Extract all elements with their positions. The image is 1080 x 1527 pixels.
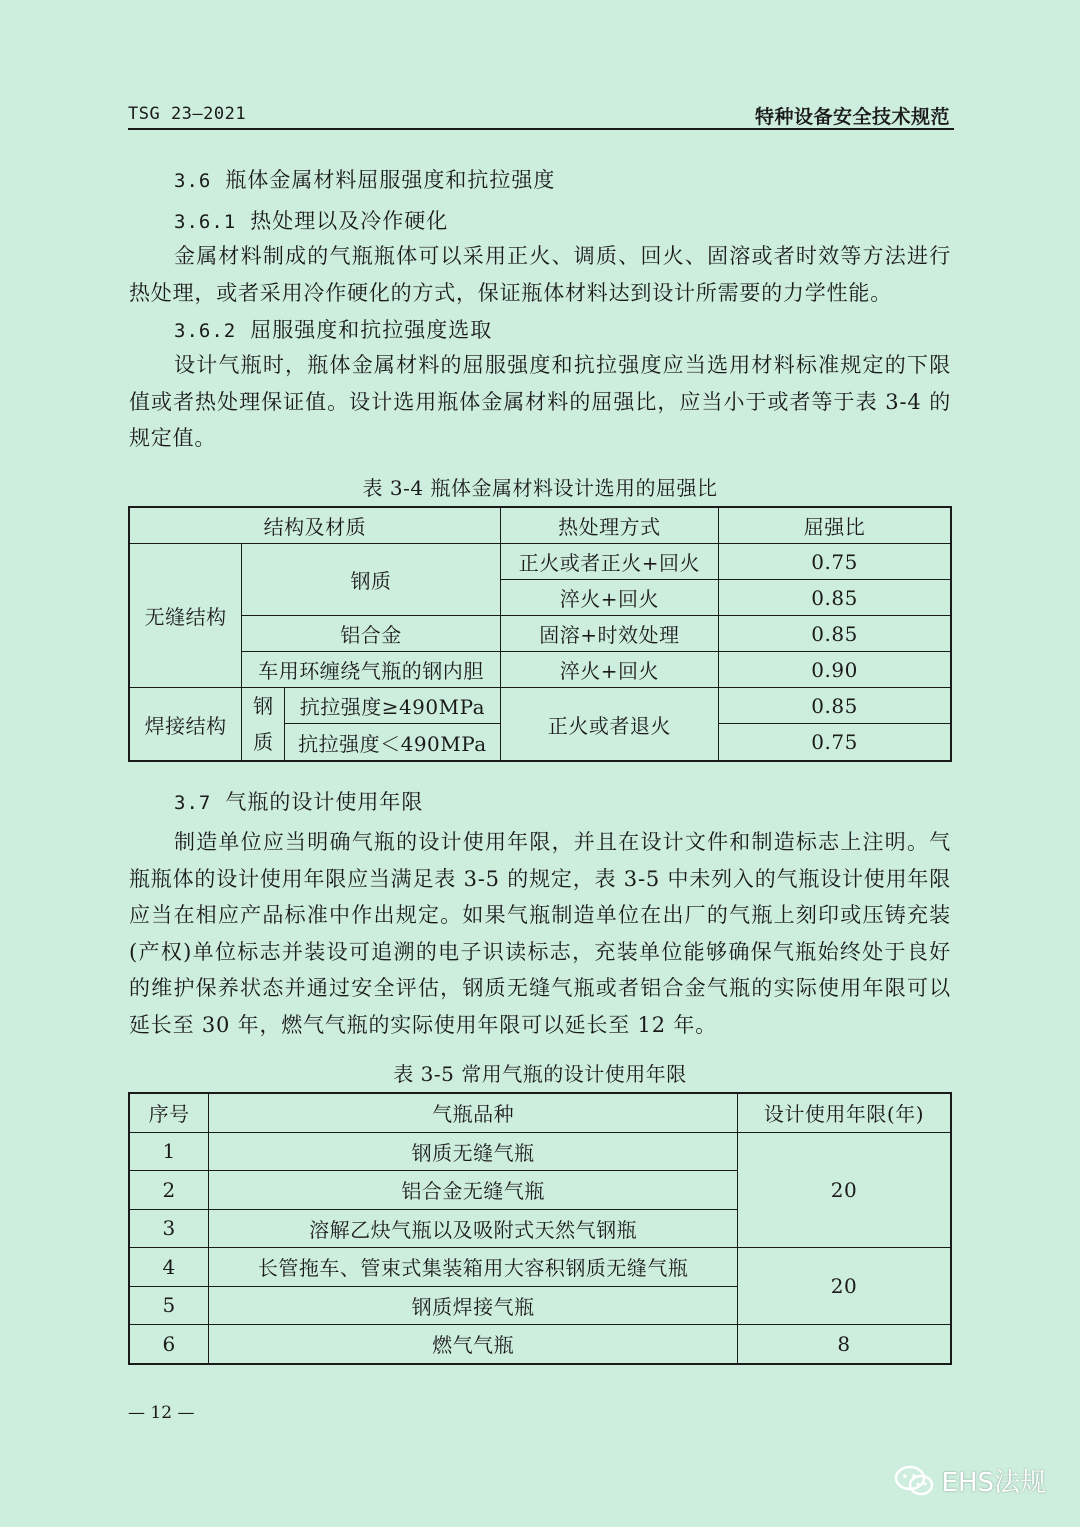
group-label-welded: 焊接结构 [129, 688, 242, 762]
row-number: 6 [129, 1325, 209, 1364]
welded-material-steel [242, 688, 285, 762]
section-heading-3-6 [174, 164, 555, 194]
header-divider [128, 128, 954, 130]
section-title: 瓶体金属材料屈服强度和抗拉强度 [225, 168, 556, 192]
column-header: 结构及材质 [129, 507, 500, 544]
treatment-cell: 淬火+回火 [500, 652, 718, 688]
table-3-4 [128, 506, 952, 762]
table-row [129, 652, 951, 688]
material-cell: 车用环缠绕气瓶的钢内胆 [242, 652, 501, 688]
cylinder-type: 钢质无缝气瓶 [209, 1132, 738, 1171]
row-number: 2 [129, 1171, 209, 1210]
page-number: — 12 — [128, 1403, 195, 1423]
ratio-cell: 0.85 [719, 580, 951, 616]
wechat-icon [894, 1464, 934, 1498]
table-row [129, 1325, 951, 1364]
strength-cell: 抗拉强度＜490MPa [285, 724, 501, 761]
treatment-cell: 正火或者正火+回火 [500, 544, 718, 580]
cylinder-type: 钢质焊接气瓶 [209, 1286, 738, 1325]
table-row [129, 544, 951, 580]
welded-material-text: 钢质 [253, 694, 274, 754]
column-header: 屈强比 [719, 507, 951, 544]
section-number: 3.6 [174, 170, 212, 192]
section-number: 3.6.2 [174, 320, 237, 342]
material-steel: 钢质 [242, 544, 501, 616]
treatment-cell: 正火或者退火 [500, 688, 718, 762]
row-number: 5 [129, 1286, 209, 1325]
column-header: 设计使用年限(年) [737, 1093, 951, 1132]
table-header-row [129, 507, 951, 544]
column-header: 序号 [129, 1093, 209, 1132]
section-title: 屈服强度和抗拉强度选取 [250, 318, 493, 342]
design-life-cell: 20 [737, 1248, 951, 1325]
paragraph-strength-selection: 设计气瓶时，瓶体金属材料的屈服强度和抗拉强度应当选用材料标准规定的下限值或者热处理保证值。设计选用瓶体金属材料的屈强比，应当小于或者等于表 3-4 的规定值。 [129, 353, 951, 450]
document-series: 特种设备安全技术规范 [754, 106, 950, 128]
section-heading-3-6-1 [174, 205, 448, 235]
paragraph-design-life: 制造单位应当明确气瓶的设计使用年限，并且在设计文件和制造标志上注明。气瓶瓶体的设计使用年限应当满足表 3-5 的规定，表 3-5 中未列入的气瓶设计使用年限应当在相应产品标准中作出规定。如果气瓶制造单位在出厂的气瓶上刻印或压铸充装(产权)单位标志并装设可追溯的电子识读标志，充装单位能够确保气瓶始终处于良好的维护保养状态并通过安全评估，钢质无缝气瓶或者铝合金气瓶的实际使用年限可以延长至 30 年，燃气气瓶的实际使用年限可以延长至 12 年。 [129, 830, 951, 1037]
cylinder-type: 长管拖车、管束式集装箱用大容积钢质无缝气瓶 [209, 1248, 738, 1287]
strength-cell: 抗拉强度≥490MPa [285, 688, 501, 724]
paragraph-heat-treatment: 金属材料制成的气瓶瓶体可以采用正火、调质、回火、固溶或者时效等方法进行热处理，或者采用冷作硬化的方式，保证瓶体材料达到设计所需要的力学性能。 [129, 244, 951, 305]
material-cell: 铝合金 [242, 616, 501, 652]
section-heading-3-6-2 [174, 314, 492, 344]
treatment-cell: 淬火+回火 [500, 580, 718, 616]
section-number: 3.7 [174, 792, 212, 814]
column-header: 气瓶品种 [209, 1093, 738, 1132]
row-number: 1 [129, 1132, 209, 1171]
table-row [129, 1248, 951, 1287]
table-3-5 [128, 1092, 952, 1365]
row-number: 3 [129, 1209, 209, 1248]
cylinder-type: 铝合金无缝气瓶 [209, 1171, 738, 1210]
treatment-cell: 固溶+时效处理 [500, 616, 718, 652]
brand-name: EHS法规 [941, 1468, 1046, 1498]
column-header: 热处理方式 [500, 507, 718, 544]
section-number: 3.6.1 [174, 211, 237, 233]
ratio-cell: 0.85 [719, 616, 951, 652]
table-row [129, 1132, 951, 1171]
section-heading-3-7 [174, 786, 423, 816]
table-3-5-caption: 表 3-5 常用气瓶的设计使用年限 [393, 1062, 687, 1086]
design-life-cell: 20 [737, 1132, 951, 1248]
group-label-seamless: 无缝结构 [129, 544, 242, 688]
ratio-cell: 0.75 [719, 544, 951, 580]
table-row [129, 616, 951, 652]
design-life-cell: 8 [737, 1325, 951, 1364]
table-header-row [129, 1093, 951, 1132]
wechat-brand-badge [894, 1462, 1046, 1499]
table-row [129, 688, 951, 724]
ratio-cell: 0.75 [719, 724, 951, 761]
cylinder-type: 溶解乙炔气瓶以及吸附式天然气钢瓶 [209, 1209, 738, 1248]
document-code: TSG 23—2021 [128, 104, 247, 124]
cylinder-type: 燃气气瓶 [209, 1325, 738, 1364]
row-number: 4 [129, 1248, 209, 1287]
table-3-4-caption: 表 3-4 瓶体金属材料设计选用的屈强比 [362, 476, 718, 500]
section-title: 热处理以及冷作硬化 [250, 209, 449, 233]
section-title: 气瓶的设计使用年限 [225, 790, 424, 814]
ratio-cell: 0.90 [719, 652, 951, 688]
ratio-cell: 0.85 [719, 688, 951, 724]
